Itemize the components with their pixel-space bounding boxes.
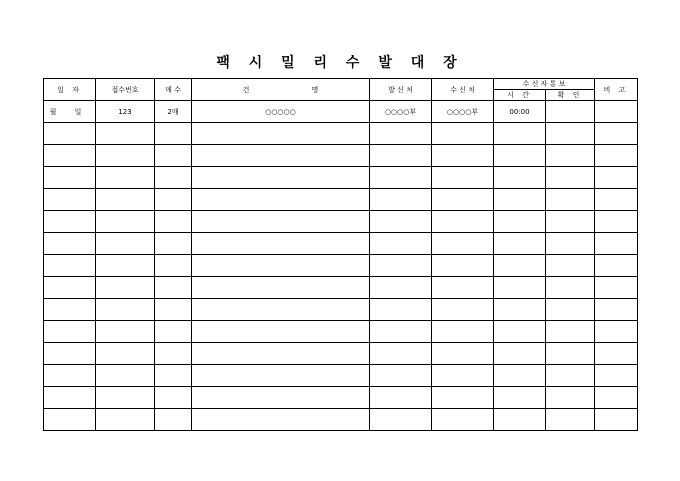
- cell-confirm[interactable]: [546, 167, 595, 189]
- cell-sender[interactable]: [370, 387, 432, 409]
- cell-remarks[interactable]: [595, 167, 638, 189]
- header-remarks: 비 고: [595, 79, 638, 101]
- cell-subject[interactable]: [192, 211, 370, 233]
- cell-time[interactable]: [494, 189, 546, 211]
- header-confirm: 확 인: [546, 90, 595, 101]
- cell-remarks[interactable]: [595, 299, 638, 321]
- table-row: [44, 123, 638, 145]
- cell-subject[interactable]: [192, 123, 370, 145]
- cell-confirm[interactable]: [546, 387, 595, 409]
- cell-sender[interactable]: [370, 211, 432, 233]
- cell-receipt-no[interactable]: [96, 321, 155, 343]
- cell-receipt-no[interactable]: [96, 145, 155, 167]
- table-row: [44, 233, 638, 255]
- header-date: 일 자: [44, 79, 96, 101]
- cell-receipt-no[interactable]: [96, 123, 155, 145]
- cell-sender[interactable]: ○○○○부: [370, 101, 432, 123]
- cell-remarks[interactable]: [595, 123, 638, 145]
- cell-receipt-no[interactable]: [96, 233, 155, 255]
- cell-pages[interactable]: [155, 409, 192, 431]
- cell-subject[interactable]: [192, 409, 370, 431]
- cell-remarks[interactable]: [595, 211, 638, 233]
- cell-subject[interactable]: [192, 167, 370, 189]
- cell-receiver[interactable]: [432, 233, 494, 255]
- header-time: 시 간: [494, 90, 546, 101]
- cell-receipt-no[interactable]: [96, 189, 155, 211]
- cell-remarks[interactable]: [595, 387, 638, 409]
- cell-confirm[interactable]: [546, 145, 595, 167]
- cell-subject[interactable]: [192, 277, 370, 299]
- cell-receipt-no[interactable]: [96, 255, 155, 277]
- cell-time[interactable]: [494, 321, 546, 343]
- table-row: [44, 145, 638, 167]
- cell-sender[interactable]: [370, 189, 432, 211]
- cell-pages[interactable]: [155, 189, 192, 211]
- table-row: [44, 167, 638, 189]
- cell-date[interactable]: 월 일: [44, 101, 96, 123]
- header-pages: 매 수: [155, 79, 192, 101]
- cell-receiver[interactable]: [432, 277, 494, 299]
- header-subject: 건 명: [192, 79, 370, 101]
- table-row: [44, 211, 638, 233]
- table-row: [44, 343, 638, 365]
- cell-time[interactable]: [494, 123, 546, 145]
- cell-pages[interactable]: [155, 145, 192, 167]
- cell-remarks[interactable]: [595, 409, 638, 431]
- cell-subject[interactable]: ○○○○○: [192, 101, 370, 123]
- cell-time[interactable]: [494, 299, 546, 321]
- cell-receiver[interactable]: [432, 167, 494, 189]
- cell-receipt-no[interactable]: [96, 343, 155, 365]
- cell-sender[interactable]: [370, 277, 432, 299]
- cell-date[interactable]: [44, 189, 96, 211]
- cell-pages[interactable]: 2매: [155, 101, 192, 123]
- cell-receiver[interactable]: [432, 211, 494, 233]
- cell-receiver[interactable]: [432, 321, 494, 343]
- cell-confirm[interactable]: [546, 233, 595, 255]
- cell-date[interactable]: [44, 167, 96, 189]
- cell-date[interactable]: [44, 277, 96, 299]
- cell-subject[interactable]: [192, 233, 370, 255]
- cell-sender[interactable]: [370, 123, 432, 145]
- cell-subject[interactable]: [192, 365, 370, 387]
- cell-time[interactable]: [494, 167, 546, 189]
- cell-receipt-no[interactable]: [96, 365, 155, 387]
- cell-confirm[interactable]: [546, 189, 595, 211]
- cell-receipt-no[interactable]: [96, 211, 155, 233]
- cell-receipt-no[interactable]: [96, 277, 155, 299]
- cell-date[interactable]: [44, 123, 96, 145]
- cell-subject[interactable]: [192, 343, 370, 365]
- cell-time[interactable]: [494, 365, 546, 387]
- cell-remarks[interactable]: [595, 321, 638, 343]
- cell-receipt-no[interactable]: [96, 387, 155, 409]
- cell-receipt-no[interactable]: [96, 409, 155, 431]
- cell-sender[interactable]: [370, 299, 432, 321]
- table-row: [44, 101, 638, 123]
- cell-subject[interactable]: [192, 299, 370, 321]
- table-row: [44, 255, 638, 277]
- cell-pages[interactable]: [155, 167, 192, 189]
- cell-subject[interactable]: [192, 321, 370, 343]
- cell-remarks[interactable]: [595, 233, 638, 255]
- cell-confirm[interactable]: [546, 123, 595, 145]
- cell-confirm[interactable]: [546, 101, 595, 123]
- cell-remarks[interactable]: [595, 365, 638, 387]
- cell-remarks[interactable]: [595, 189, 638, 211]
- cell-pages[interactable]: [155, 299, 192, 321]
- cell-date[interactable]: [44, 365, 96, 387]
- table-row: [44, 365, 638, 387]
- cell-subject[interactable]: [192, 255, 370, 277]
- cell-receiver[interactable]: [432, 387, 494, 409]
- table-row: [44, 277, 638, 299]
- cell-receiver[interactable]: [432, 123, 494, 145]
- cell-receiver[interactable]: ○○○○부: [432, 101, 494, 123]
- cell-remarks[interactable]: [595, 343, 638, 365]
- cell-pages[interactable]: [155, 277, 192, 299]
- cell-date[interactable]: [44, 299, 96, 321]
- cell-pages[interactable]: [155, 343, 192, 365]
- cell-date[interactable]: [44, 211, 96, 233]
- cell-sender[interactable]: [370, 145, 432, 167]
- cell-confirm[interactable]: [546, 299, 595, 321]
- table-row: [44, 321, 638, 343]
- cell-time[interactable]: [494, 277, 546, 299]
- cell-remarks[interactable]: [595, 277, 638, 299]
- cell-pages[interactable]: [155, 233, 192, 255]
- header-recipient-notice: 수 신 자 통 보: [494, 79, 595, 90]
- cell-receiver[interactable]: [432, 189, 494, 211]
- table-row: [44, 387, 638, 409]
- cell-receiver[interactable]: [432, 343, 494, 365]
- cell-time[interactable]: [494, 409, 546, 431]
- cell-confirm[interactable]: [546, 365, 595, 387]
- cell-date[interactable]: [44, 321, 96, 343]
- cell-receipt-no[interactable]: [96, 299, 155, 321]
- header-receiver: 수 신 처: [432, 79, 494, 101]
- header-receipt-no: 접수번호: [96, 79, 155, 101]
- cell-sender[interactable]: [370, 409, 432, 431]
- cell-confirm[interactable]: [546, 321, 595, 343]
- cell-date[interactable]: [44, 343, 96, 365]
- cell-time[interactable]: [494, 145, 546, 167]
- cell-confirm[interactable]: [546, 409, 595, 431]
- cell-sender[interactable]: [370, 167, 432, 189]
- cell-date[interactable]: [44, 145, 96, 167]
- cell-time[interactable]: [494, 387, 546, 409]
- cell-date[interactable]: [44, 233, 96, 255]
- cell-receiver[interactable]: [432, 365, 494, 387]
- cell-subject[interactable]: [192, 145, 370, 167]
- fax-ledger-table: [43, 78, 638, 431]
- cell-time[interactable]: [494, 255, 546, 277]
- cell-remarks[interactable]: [595, 255, 638, 277]
- cell-pages[interactable]: [155, 321, 192, 343]
- cell-time[interactable]: [494, 343, 546, 365]
- page-title: 팩 시 밀 리 수 발 대 장: [216, 55, 464, 71]
- cell-sender[interactable]: [370, 365, 432, 387]
- header-sender: 발 신 처: [370, 79, 432, 101]
- cell-receipt-no[interactable]: [96, 167, 155, 189]
- cell-sender[interactable]: [370, 321, 432, 343]
- cell-sender[interactable]: [370, 343, 432, 365]
- cell-date[interactable]: [44, 387, 96, 409]
- cell-date[interactable]: [44, 255, 96, 277]
- cell-date[interactable]: [44, 409, 96, 431]
- cell-time[interactable]: [494, 233, 546, 255]
- table-row: [44, 299, 638, 321]
- cell-subject[interactable]: [192, 189, 370, 211]
- cell-confirm[interactable]: [546, 255, 595, 277]
- cell-sender[interactable]: [370, 255, 432, 277]
- cell-confirm[interactable]: [546, 343, 595, 365]
- cell-confirm[interactable]: [546, 211, 595, 233]
- cell-receiver[interactable]: [432, 409, 494, 431]
- cell-remarks[interactable]: [595, 101, 638, 123]
- cell-time[interactable]: 00:00: [494, 101, 546, 123]
- cell-time[interactable]: [494, 211, 546, 233]
- cell-pages[interactable]: [155, 255, 192, 277]
- cell-confirm[interactable]: [546, 277, 595, 299]
- cell-remarks[interactable]: [595, 145, 638, 167]
- cell-receiver[interactable]: [432, 145, 494, 167]
- cell-receipt-no[interactable]: 123: [96, 101, 155, 123]
- table-row: [44, 189, 638, 211]
- cell-pages[interactable]: [155, 211, 192, 233]
- cell-subject[interactable]: [192, 387, 370, 409]
- cell-receiver[interactable]: [432, 299, 494, 321]
- cell-pages[interactable]: [155, 365, 192, 387]
- table-row: [44, 409, 638, 431]
- cell-pages[interactable]: [155, 123, 192, 145]
- cell-pages[interactable]: [155, 387, 192, 409]
- cell-receiver[interactable]: [432, 255, 494, 277]
- cell-sender[interactable]: [370, 233, 432, 255]
